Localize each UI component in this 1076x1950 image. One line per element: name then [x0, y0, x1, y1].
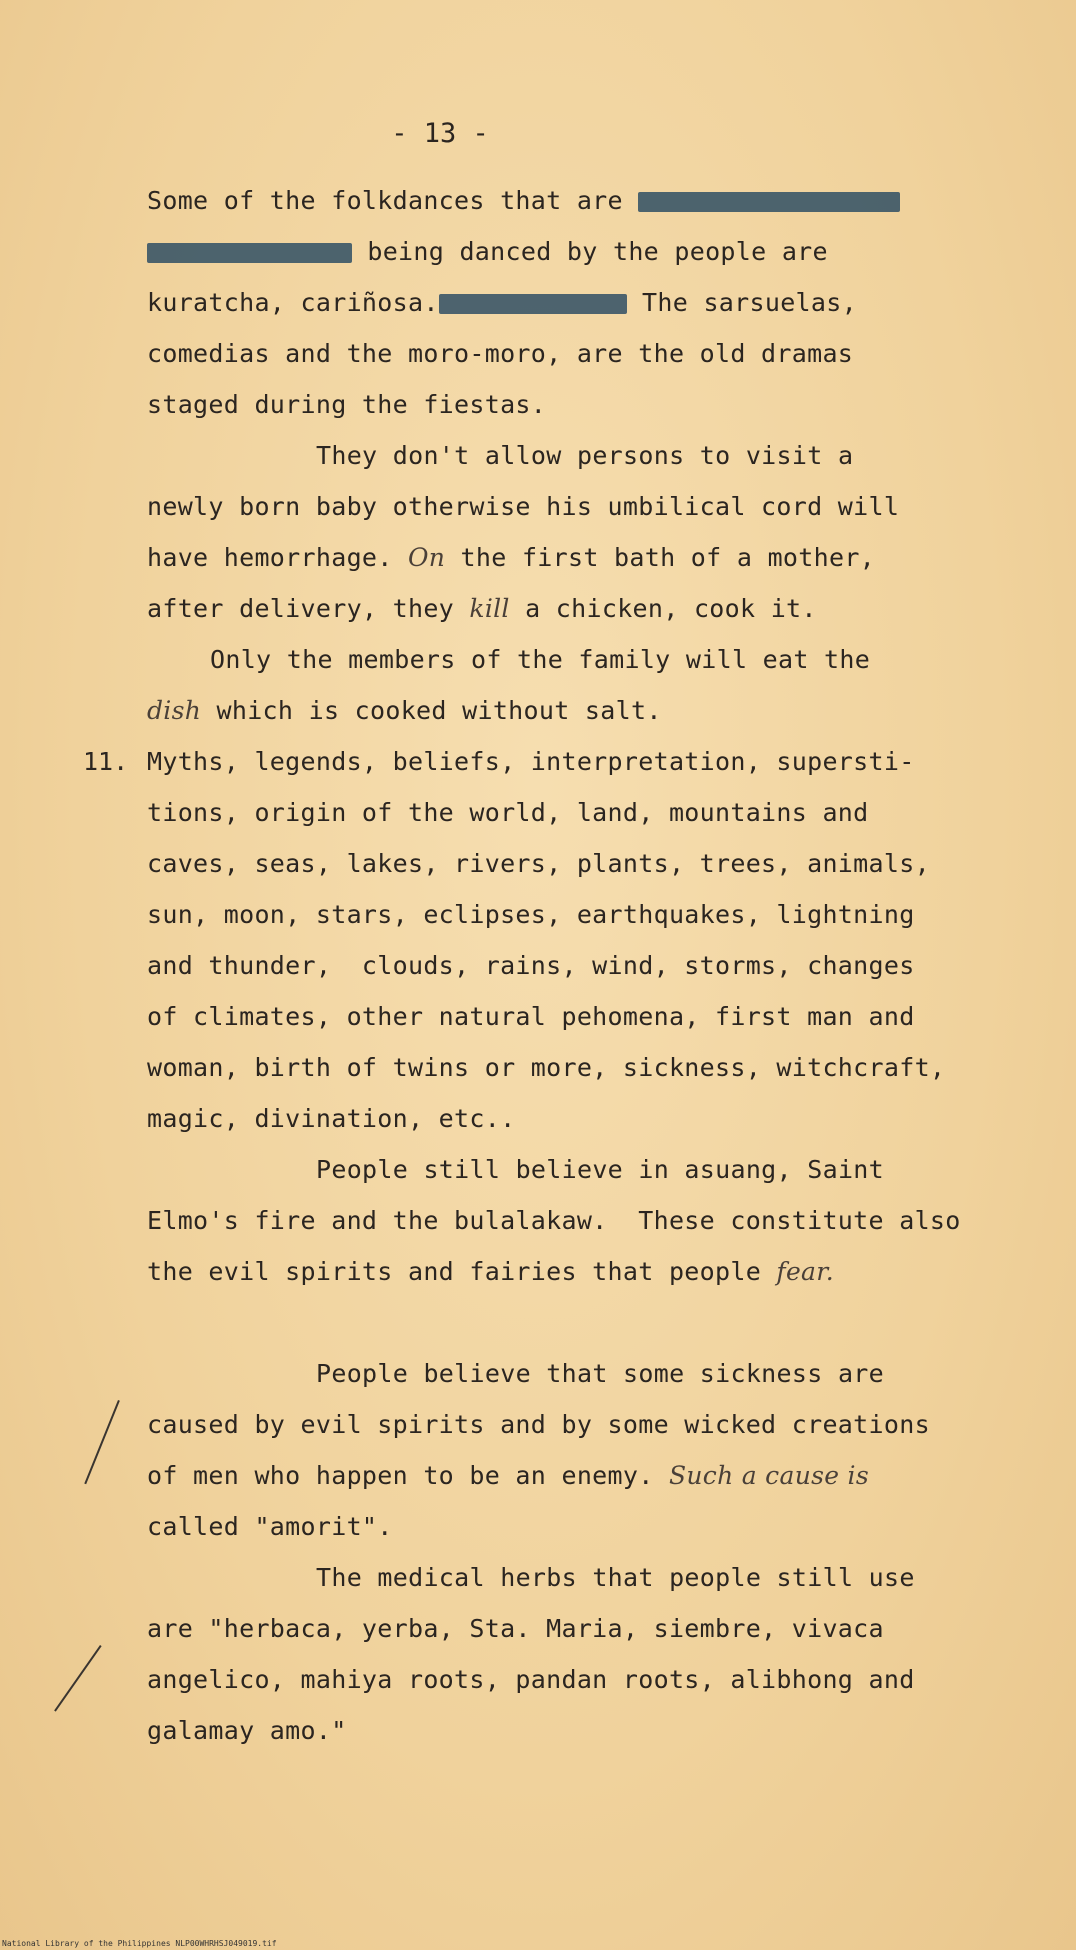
text-line: woman, birth of twins or more, sickness, witchcraft,	[147, 1053, 946, 1082]
text-line: are "herbaca, yerba, Sta. Maria, siembre, vivaca	[147, 1614, 884, 1643]
text-line: the evil spirits and fairies that people fear.	[147, 1257, 835, 1286]
item-number: 11.	[83, 747, 129, 776]
text-line: People still believe in asuang, Saint	[316, 1155, 884, 1184]
handwritten-on: On	[407, 543, 446, 572]
text-line: after delivery, they kill a chicken, cook it.	[147, 594, 817, 623]
text-line: and thunder, clouds, rains, wind, storms, changes	[147, 951, 915, 980]
handwritten-fear: fear.	[776, 1257, 835, 1286]
page-number: - 13 -	[391, 118, 489, 149]
handwritten-kill: kill	[469, 594, 510, 623]
margin-check-mark	[54, 1645, 102, 1712]
handwritten-such: Such a cause is	[668, 1461, 869, 1490]
text-line: caves, seas, lakes, rivers, plants, trees, animals,	[147, 849, 930, 878]
text-line: galamay amo."	[147, 1716, 347, 1745]
text-line: kuratcha, cariñosa. The sarsuelas,	[147, 288, 857, 317]
handwritten-dish: dish	[147, 696, 202, 725]
text-line: of climates, other natural pehomena, first man and	[147, 1002, 915, 1031]
text-line: angelico, mahiya roots, pandan roots, alibhong and	[147, 1665, 915, 1694]
redaction-bar	[439, 294, 627, 314]
text-line: Myths, legends, beliefs, interpretation, supersti-	[147, 747, 915, 776]
redaction-bar	[638, 192, 900, 212]
text-line: dish which is cooked without salt.	[147, 696, 662, 725]
margin-check-mark	[84, 1400, 120, 1484]
text-line: Some of the folkdances that are	[147, 186, 900, 215]
text-line: People believe that some sickness are	[316, 1359, 884, 1388]
text-line: Only the members of the family will eat the	[210, 645, 871, 674]
text-line: The medical herbs that people still use	[316, 1563, 915, 1592]
text-line: staged during the fiestas.	[147, 390, 547, 419]
text-line: They don't allow persons to visit a	[316, 441, 854, 470]
redaction-bar	[147, 243, 352, 263]
text-line: caused by evil spirits and by some wicked creations	[147, 1410, 930, 1439]
text-line: called "amorit".	[147, 1512, 393, 1541]
text-line: Elmo's fire and the bulalakaw. These constitute also	[147, 1206, 961, 1235]
text-line: tions, origin of the world, land, mountains and	[147, 798, 869, 827]
text-line: have hemorrhage. On the first bath of a mother,	[147, 543, 876, 572]
archive-footer: National Library of the Philippines NLP00WHRHSJ049019.tif	[2, 1939, 277, 1948]
text-line: of men who happen to be an enemy. Such a cause is	[147, 1461, 869, 1490]
text-line: comedias and the moro-moro, are the old dramas	[147, 339, 854, 368]
text-line: newly born baby otherwise his umbilical cord will	[147, 492, 900, 521]
text-line: magic, divination, etc..	[147, 1104, 516, 1133]
text-line: sun, moon, stars, eclipses, earthquakes, lightning	[147, 900, 915, 929]
text-line: being danced by the people are	[147, 237, 828, 266]
